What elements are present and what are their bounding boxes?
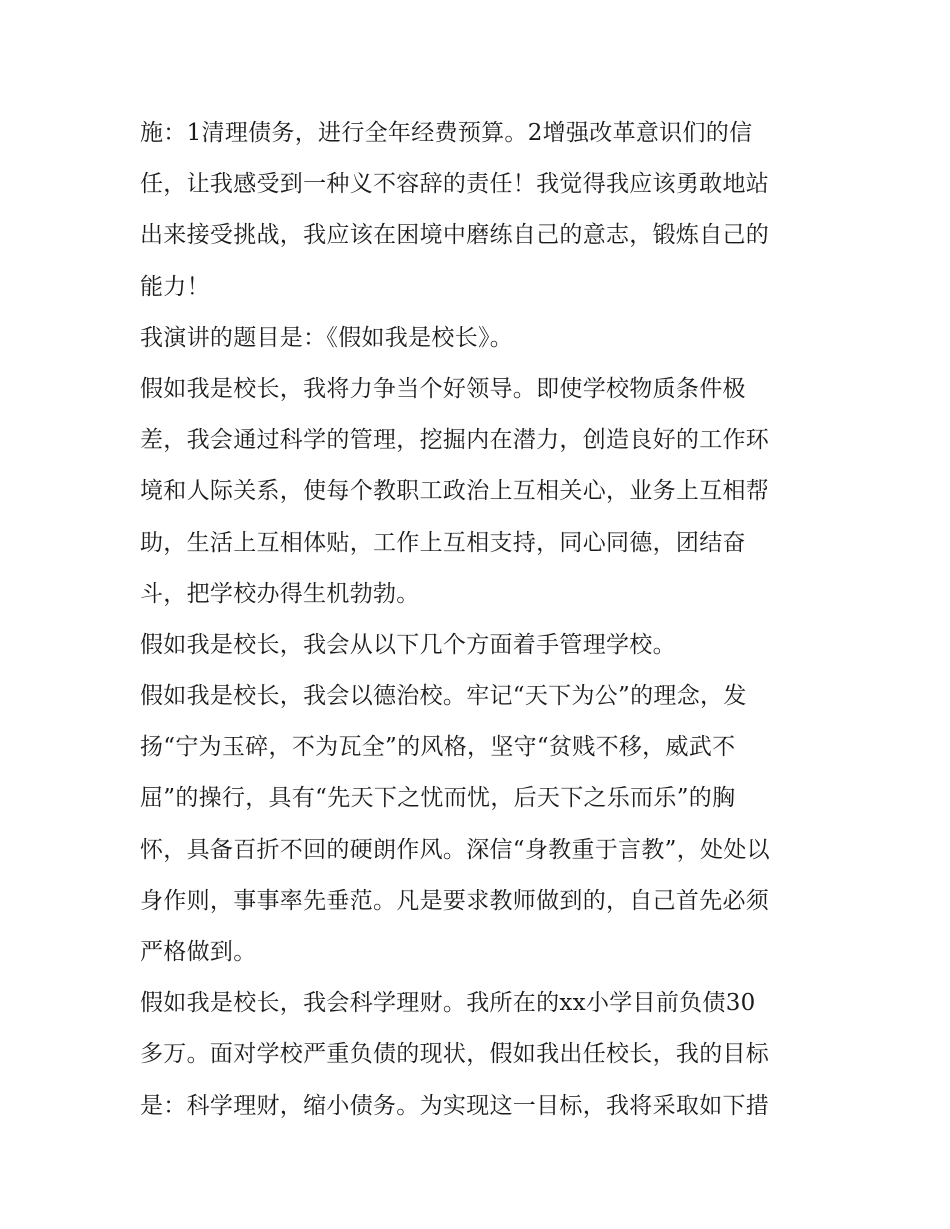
text-line: 任，让我感受到一种义不容辞的责任！我觉得我应该勇敢地站	[140, 171, 770, 198]
text-line: 是：科学理财，缩小债务。为实现这一目标，我将采取如下措	[140, 1092, 770, 1119]
text-line: 扬“宁为玉碎，不为瓦全”的风格，坚守“贫贱不移，威武不	[140, 734, 736, 761]
text-line: 能力！	[140, 273, 210, 300]
text-line: 差，我会通过科学的管理，挖掘内在潜力，创造良好的工作环	[140, 427, 770, 454]
body-text	[140, 108, 820, 1132]
text-line: 怀，具备百折不回的硬朗作风。深信“身教重于言教”，处处以	[140, 836, 770, 863]
text-line: 身作则，事事率先垂范。凡是要求教师做到的，自己首先必须	[140, 887, 770, 914]
text-line: 严格做到。	[140, 939, 257, 965]
text-line: 多万。面对学校严重负债的现状，假如我出任校长，我的目标	[140, 1041, 770, 1068]
text-line: 假如我是校长，我将力争当个好领导。即使学校物质条件极	[140, 375, 746, 402]
text-line: 施：1清理债务，进行全年经费预算。2增强改革意识们的信	[140, 120, 753, 146]
text-line: 我演讲的题目是：《假如我是校长》。	[140, 324, 514, 351]
text-line: 助，生活上互相体贴，工作上互相支持，同心同德，团结奋	[140, 529, 746, 556]
text-line: 斗，把学校办得生机勃勃。	[140, 580, 420, 607]
text-line: 假如我是校长，我会从以下几个方面着手管理学校。	[140, 631, 676, 658]
text-line: 假如我是校长，我会科学理财。我所在的xx小学目前负债30	[140, 990, 756, 1017]
text-line: 屈”的操行，具有“先天下之忧而忧，后天下之乐而乐”的胸	[140, 785, 736, 812]
text-line: 假如我是校长，我会以德治校。牢记“天下为公”的理念，发	[140, 683, 747, 710]
text-line: 境和人际关系，使每个教职工政治上互相关心，业务上互相帮	[140, 478, 770, 505]
text-line: 出来接受挑战，我应该在困境中磨练自己的意志，锻炼自己的	[140, 222, 770, 249]
